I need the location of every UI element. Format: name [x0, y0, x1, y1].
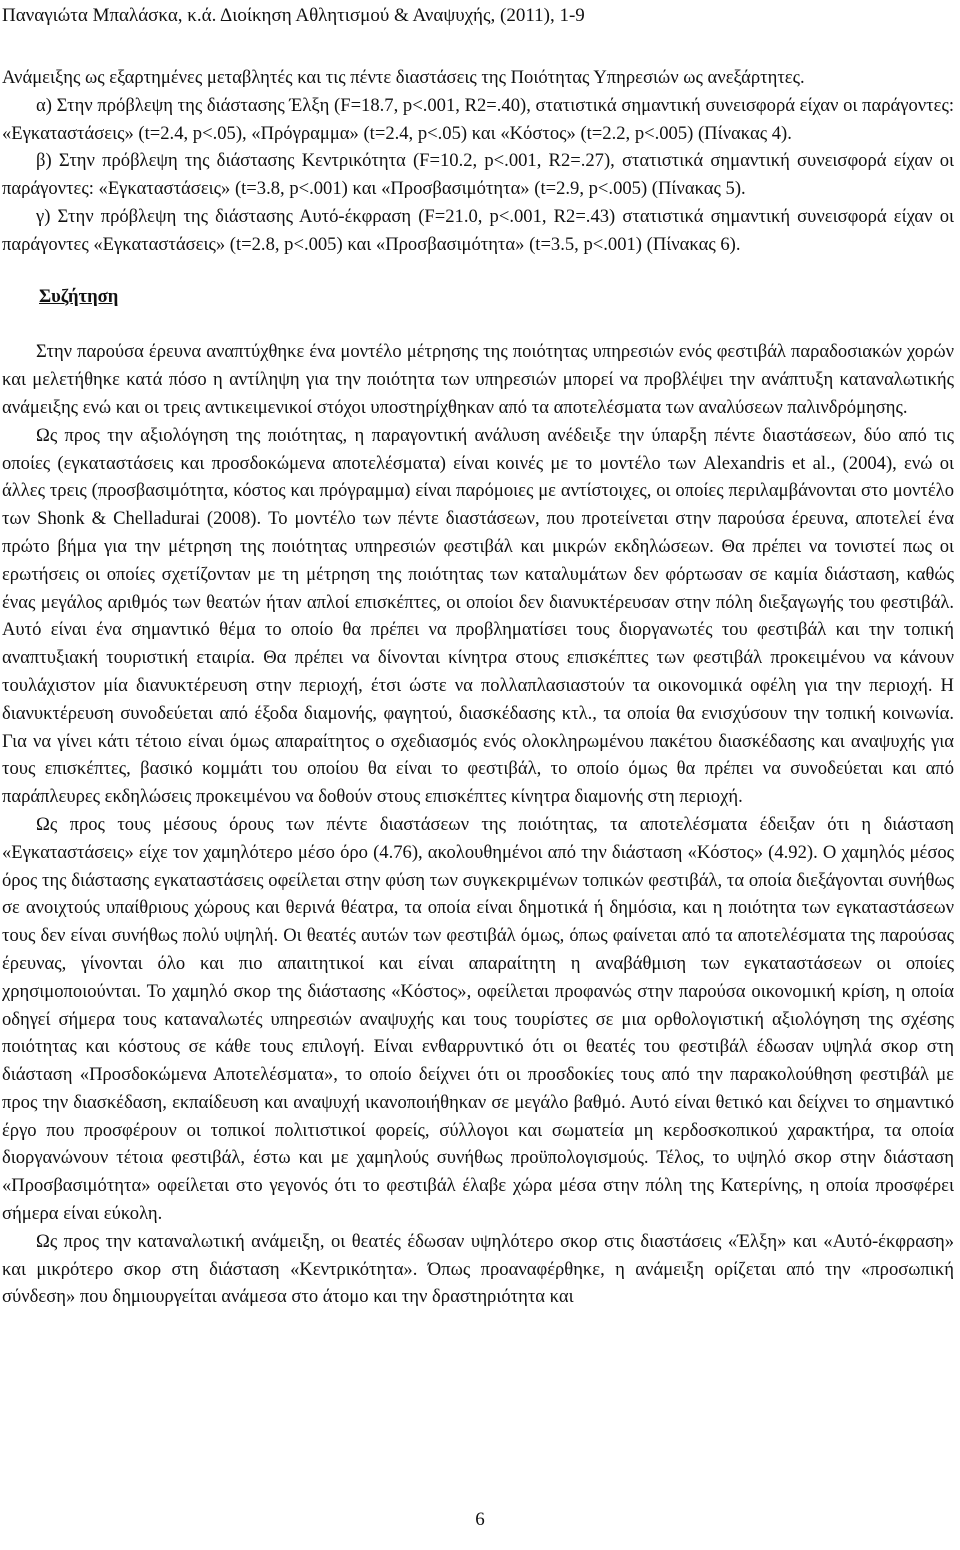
results-item-c: γ) Στην πρόβλεψη της διάστασης Αυτό-έκφραση (F=21.0, p<.001, R2=.43) στατιστικά σημαντική συνεισφορά είχαν οι παράγοντες «Εγκαταστάσεις» (t=2.8, p<.005) και «Προσβασιμότητα» (t=3.5, p<.001) (Πίνακας 6).: [2, 205, 954, 255]
results-item-b: β) Στην πρόβλεψη της διάστασης Κεντρικότητα (F=10.2, p<.001, R2=.27), στατιστικά σημαντική συνεισφορά είχαν οι παράγοντες: «Εγκαταστάσεις» (t=3.8, p<.001) και «Προσβασιμότητα» (t=2.9, p<.005) (Πίνακας 5).: [2, 150, 954, 200]
discussion-paragraph-1: Στην παρούσα έρευνα αναπτύχθηκε ένα μοντέλο μέτρησης της ποιότητας υπηρεσιών ενός φεστιβάλ παραδοσιακών χορών και μελετήθηκε κατά πόσο η αντίληψη για την ποιότητα των υπηρεσιών μπορεί να προβλέψει την ανάπτυξη καταναλωτικής ανάμειξης ενώ και οι τρεις αντικειμενικοί στόχοι υποστηρίχθηκαν από τα αποτελέσματα των αναλύσεων παλινδρόμησης.: [2, 341, 954, 418]
discussion-paragraph-3: Ως προς τους μέσους όρους των πέντε διαστάσεων της ποιότητας, τα αποτελέσματα έδειξαν ότι η διάσταση «Εγκαταστάσεις» είχε τον χαμηλότερο μέσο όρο (4.76), ακολουθημένοι από την διάσταση «Κόστος» (4.92). Ο χαμηλός μέσος όρος της διάστασης εγκαταστάσεις οφείλεται στην φύση των συγκεκριμένων τοπικών φεστιβάλ, τα οποία διεξάγονται συνήθως σε ανοιχτούς υπαίθριους χώρους και θερινά θέατρα, τα οποία είναι δημοτικά ή δημόσια, και η ποιότητα των εγκαταστάσεων τους δεν είναι συνήθως πολύ υψηλή. Οι θεατές αυτών των φεστιβάλ όμως, όπως φαίνεται από τα αποτελέσματα της παρούσας έρευνας, γίνονται όλο και πιο απαιτητικοί και είναι απαραίτητη η αναβάθμιση των εγκαταστάσεων οι οποίες χρησιμοποιούνται. Το χαμηλό σκορ της διάστασης «Κόστος», οφείλεται προφανώς στην παρούσα οικονομική κρίση, η οποία οδηγεί σήμερα τους καταναλωτές υπηρεσιών αναψυχής και τους τουρίστες σε μια ορθολογιστική αξιολόγηση της σχέσης ποιότητας και κόστους σε κάθε τους επιλογή. Είναι ενθαρρυντικό ότι οι θεατές του φεστιβάλ έδωσαν υψηλά σκορ στη διάσταση «Προσδοκώμενα Αποτελέσματα», το οποίο δείχνει ότι οι προσδοκίες τους από την παρακολούθηση φεστιβάλ με προς την διασκέδαση, εκπαίδευση και αναψυχή ικανοποιήθηκαν σε μεγάλο βαθμό. Αυτό είναι θετικό και δείχνει το σημαντικό έργο που προσφέρουν οι τοπικοί πολιτιστικοί φορείς, σύλλογοι και σωματεία μη κερδοσκοπικού χαρακτήρα, τα οποία διοργανώνουν τέτοια φεστιβάλ, έστω και με χαμηλούς συνήθως προϋπολογισμούς. Τέλος, το υψηλό σκορ στην διάσταση «Προσβασιμότητα» οφείλεται στο γεγονός ότι το φεστιβάλ έλαβε χώρα μέσα στην πόλη της Κατερίνης, η οποία προσφέρει σήμερα είναι εύκολη.: [2, 813, 954, 1225]
body-text: [2, 64, 954, 1311]
discussion-paragraph-4: Ως προς την καταναλωτική ανάμειξη, οι θεατές έδωσαν υψηλότερο σκορ στις διαστάσεις «Έλξη» και «Αυτό-έκφραση» και μικρότερο σκορ στη διάσταση «Κεντρικότητα». Όπως προαναφέρθηκε, η ανάμειξη ορίζεται από την «προσωπική σύνδεση» που δημιουργείται ανάμεσα στο άτομο και την δραστηριότητα και: [2, 1230, 954, 1308]
page-number: 6: [475, 1509, 485, 1530]
results-intro-paragraph: Ανάμειξης ως εξαρτημένες μεταβλητές και τις πέντε διαστάσεις της Ποιότητας Υπηρεσιών ως ανεξάρτητες.: [2, 67, 805, 88]
running-header: Παναγιώτα Μπαλάσκα, κ.ά. Διοίκηση Αθλητισμού & Αναψυχής, (2011), 1-9: [2, 5, 585, 26]
section-heading-discussion: Συζήτηση: [39, 285, 119, 307]
results-item-a: α) Στην πρόβλεψη της διάστασης Έλξη (F=18.7, p<.001, R2=.40), στατιστικά σημαντική συνεισφορά είχαν οι παράγοντες: «Εγκαταστάσεις» (t=2.4, p<.05), «Πρόγραμμα» (t=2.4, p<.05) και «Κόστος» (t=2.2, p<.005) (Πίνακας 4).: [2, 94, 954, 144]
discussion-paragraph-2: Ως προς την αξιολόγηση της ποιότητας, η παραγοντική ανάλυση ανέδειξε την ύπαρξη πέντε διαστάσεων, δύο από τις οποίες (εγκαταστάσεις και προσδοκώμενα αποτελέσματα) είναι κοινές με το μοντέλο των Alexandris et al., (2004), ενώ οι άλλες τρεις (προσβασιμότητα, κόστος και πρόγραμμα) είναι παρόμοιες με αντίστοιχες, οι οποίες περιλαμβάνονται στο μοντέλο των Shonk & Chelladurai (2008). Το μοντέλο των πέντε διαστάσεων, που προτείνεται στην παρούσα έρευνα, αποτελεί ένα πρώτο βήμα για την μέτρηση της ποιότητας υπηρεσιών φεστιβάλ και μικρών εκδηλώσεων. Θα πρέπει να τονιστεί πως οι ερωτήσεις οι οποίες σχετίζονταν με τη μέτρηση της ποιότητας των καταλυμάτων δεν φόρτωσαν σε καμία διάσταση, καθώς ένας μεγάλος αριθμός των θεατών ήταν απλοί επισκέπτες, οι οποίοι δεν διανυκτέρευσαν στην πόλη διεξαγωγής του φεστιβάλ. Αυτό είναι ένα σημαντικό θέμα το οποίο θα πρέπει να προβληματίσει τους διοργανωτές του φεστιβάλ και την τοπική αναπτυξιακή τουριστική εταιρία. Θα πρέπει να δίνονται κίνητρα στους επισκέπτες των φεστιβάλ προκειμένου να κάνουν τουλάχιστον μία διανυκτέρευση στην περιοχή, έτσι ώστε να πολλαπλασιαστούν τα οικονομικά οφέλη για την περιοχή. Η διανυκτέρευση συνοδεύεται από έξοδα διαμονής, φαγητού, διασκέδασης κτλ., τα οποία θα ενισχύσουν την τοπική κοινωνία. Για να γίνει κάτι τέτοιο είναι όμως απαραίτητος ο σχεδιασμός ενός ολοκληρωμένου πακέτου διασκέδασης και αναψυχής για τους επισκέπτες, βασικό κομμάτι του οποίου θα είναι το φεστιβάλ, το οποίο όμως θα πρέπει να συνοδεύεται και από παράπλευρες εκδηλώσεις προκειμένου να δοθούν στους επισκέπτες κίνητρα διαμονής στη περιοχή.: [2, 424, 954, 808]
